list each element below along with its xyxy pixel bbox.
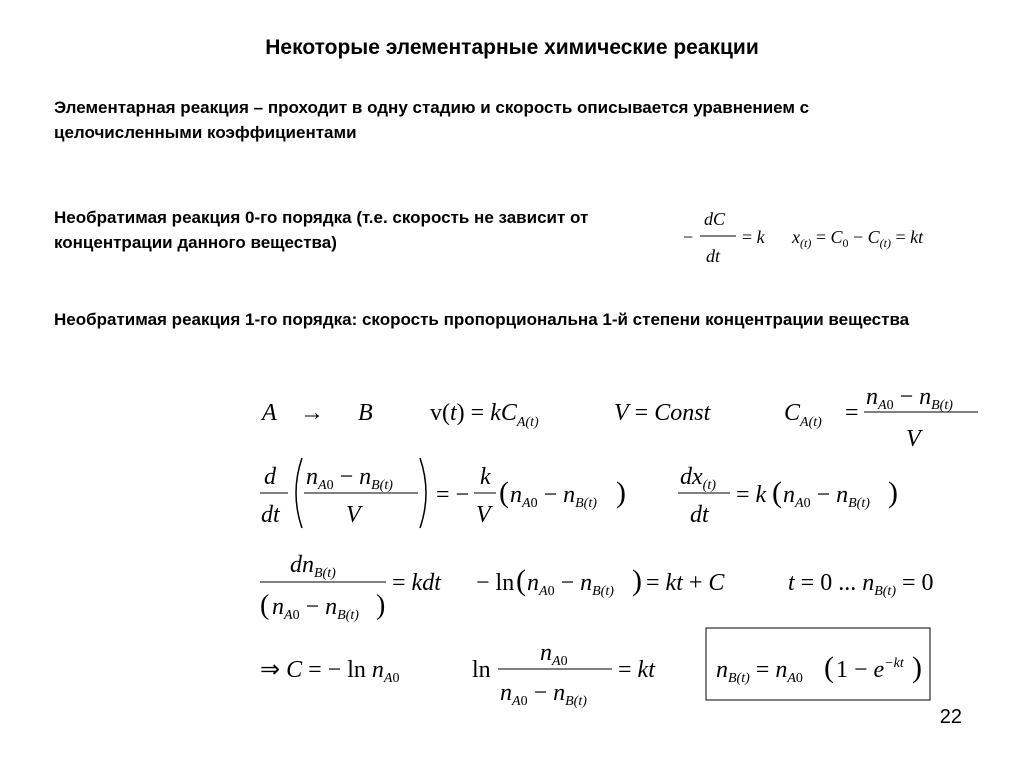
- svg-text:= k: = k: [742, 227, 765, 247]
- svg-text:): ): [632, 564, 642, 597]
- svg-text:d: d: [264, 464, 276, 490]
- svg-text:nA0: $n_A0$: [540, 640, 568, 669]
- svg-text:ln: ln: [472, 657, 491, 683]
- svg-text:=: =: [845, 400, 859, 426]
- svg-text:V: V: [906, 426, 921, 452]
- svg-text:(: (: [824, 651, 834, 684]
- svg-text:k: k: [480, 464, 491, 490]
- svg-text:nA0 − nB(t): $n_A0 - n_{B(t)}$: [527, 570, 614, 599]
- zero-order-formula: [683, 209, 924, 266]
- svg-text:→: →: [300, 400, 324, 426]
- svg-text:= −: = −: [436, 482, 470, 508]
- page-number: 22: [939, 706, 962, 728]
- svg-text:nA0 − nB(t): $n_A0 - n_{B(t)}$: [306, 464, 393, 493]
- svg-text:⇒ C = − ln nA0: ⇒ C = − $\ln n_A0$: [260, 657, 400, 686]
- svg-text:dt: dt: [690, 502, 709, 528]
- svg-text:= k: = k: [736, 482, 767, 508]
- svg-text:nB(t) = nA0: $n_{B(t)} = n_A0$: [716, 657, 803, 686]
- svg-text:dnB(t): $dn_{B(t)}$: [290, 552, 336, 581]
- svg-text:): ): [376, 590, 386, 621]
- svg-text:dt: dt: [706, 246, 721, 266]
- svg-text:nA0 − nB(t): $n_A0 - n_{B(t)}$: [510, 482, 597, 511]
- elementary-reaction-definition: Элементарная реакция – проходит в одну стадию и скорость описывается уравнением с целочисленными коэффициентами: [54, 98, 810, 142]
- svg-text:V: V: [476, 502, 491, 528]
- slide-title: Некоторые элементарные химические реакции: [265, 36, 759, 59]
- svg-text:CA(t): $C_{A(t)}$: [784, 400, 822, 430]
- svg-text:− ln: − ln: [476, 570, 515, 596]
- svg-text:nA0 − nB(t): $n_A0 - n_{B(t)}$: [500, 680, 587, 709]
- svg-text:nA0 − nB(t): $n_A0 - n_{B(t)}$: [272, 594, 359, 623]
- formula-row-3: [260, 552, 934, 623]
- svg-text:x(t) = C0 − C(t) = kt: $x_{(t)} = C_0 - C_{(t)}$ = kt: [792, 227, 924, 250]
- svg-text:(: (: [516, 564, 526, 597]
- svg-text:t = 0 ... nB(t) = 0: t = 0 ... $n_{B(t)} = 0$: [788, 570, 934, 599]
- svg-text:): ): [888, 476, 898, 509]
- svg-text:nA0 − nB(t): $n_A0 - n_{B(t)}$: [866, 384, 953, 413]
- formula-row-2: [260, 458, 898, 528]
- svg-text:B: B: [358, 400, 373, 426]
- svg-text:): ): [912, 651, 922, 684]
- svg-text:V = Const: V = Const: [614, 400, 711, 426]
- formula-row-1: [260, 384, 978, 452]
- svg-text:(: (: [260, 590, 270, 621]
- svg-text:v(t) = kCA(t): $v(t) = kC_{A(t)}$: [430, 400, 539, 430]
- svg-text:dC: dC: [704, 209, 726, 229]
- svg-text:1 − e−kt: $1 - e^{-kt}$: [836, 656, 904, 683]
- first-order-reaction-text: Необратимая реакция 1-го порядка: скорость пропорциональна 1-й степени концентрации вещества: [54, 310, 910, 329]
- svg-text:= kdt: = kdt: [392, 570, 441, 596]
- zero-order-reaction-text: Необратимая реакция 0-го порядка (т.е. скорость не зависит от концентрации данного вещества): [54, 208, 589, 252]
- svg-text:A: A: [262, 400, 277, 426]
- formula-row-4: [260, 628, 930, 709]
- svg-text:= kt: = kt: [618, 657, 655, 683]
- svg-text:(: (: [499, 476, 509, 509]
- svg-text:V: V: [346, 502, 361, 528]
- svg-text:nA0 − nB(t): $n_A0 - n_{B(t)}$: [783, 482, 870, 511]
- svg-text:−: −: [683, 227, 694, 247]
- svg-text:= kt + C: = kt + C: [646, 570, 725, 596]
- svg-text:): ): [616, 476, 626, 509]
- svg-text:dt: dt: [261, 502, 280, 528]
- svg-text:(: (: [772, 476, 782, 509]
- svg-text:dx(t): $dx_{(t)}$: [680, 464, 716, 493]
